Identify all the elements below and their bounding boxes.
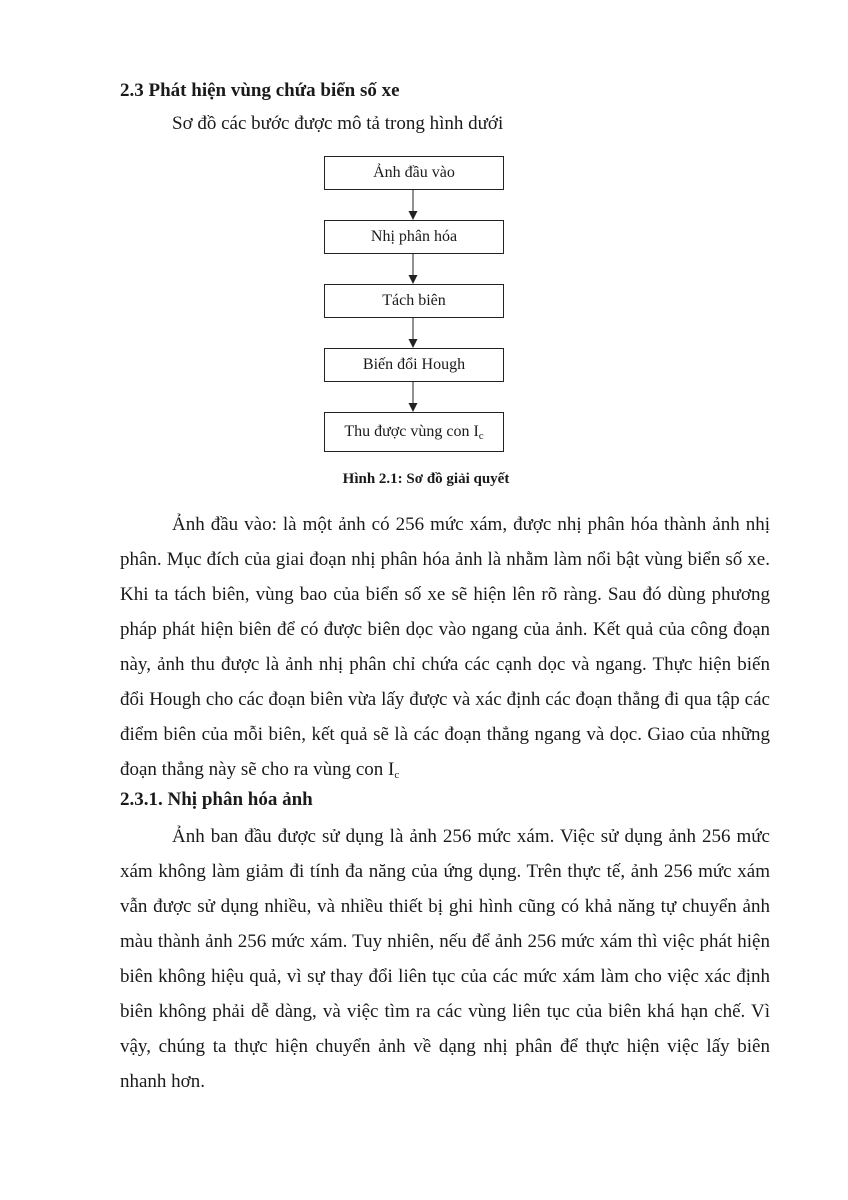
flow-step-label: Tách biên — [382, 292, 446, 309]
flow-step-label: Ảnh đầu vào — [373, 164, 455, 181]
flow-arrow — [406, 382, 420, 412]
flow-step-label: Biến đổi Hough — [362, 356, 466, 373]
flow-step-input-image — [324, 156, 504, 190]
section-intro: Sơ đồ các bước được mô tả trong hình dưới — [172, 113, 504, 134]
flow-step-label: Nhị phân hóa — [370, 228, 458, 245]
flow-step-edge-detection — [324, 284, 504, 318]
section-heading: 2.3 Phát hiện vùng chứa biển số xe — [120, 80, 400, 101]
flow-step-subregion — [324, 412, 504, 452]
subsection-heading: 2.3.1. Nhị phân hóa ảnh — [120, 789, 313, 810]
flow-step-hough-transform — [324, 348, 504, 382]
body-paragraph — [120, 507, 770, 787]
paragraph-text: Ảnh đầu vào: là một ảnh có 256 mức xám, được nhị phân hóa thành ảnh nhị phân. Mục đích của giai đoạn nhị phân hóa ảnh là nhằm làm nổi bật vùng biển số xe. Khi ta tách biên, vùng bao của biển số xe sẽ hiện lên rõ ràng. Sau đó dùng phương pháp phát hiện biên để có được biên dọc vào ngang của ảnh. Kết quả của công đoạn này, ảnh thu được là ảnh nhị phân chỉ chứa các cạnh dọc và ngang. Thực hiện biến đổi Hough cho các đoạn biên vừa lấy được và xác định các đoạn thẳng đi qua tập các điểm biên của mỗi biên, kết quả sẽ là các đoạn thẳng ngang và dọc. Giao của những đoạn thẳng này sẽ cho ra vùng con I — [120, 514, 770, 780]
figure-caption: Hình 2.1: Sơ đồ giải quyết — [342, 471, 510, 487]
flow-step-binarization — [324, 220, 504, 254]
subsection-paragraph: Ảnh ban đầu được sử dụng là ảnh 256 mức xám. Việc sử dụng ảnh 256 mức xám không làm giảm đi tính đa năng của ứng dụng. Trên thực tế, ảnh 256 mức xám vẫn được sử dụng nhiều, và nhiều thiết bị ghi hình cũng có khả năng tự chuyển ảnh màu thành ảnh 256 mức xám. Tuy nhiên, nếu để ảnh 256 mức xám thì việc phát hiện biên không hiệu quả, vì sự thay đổi liên tục của các mức xám làm cho việc xác định biên không phải dễ dàng, và việc tìm ra các vùng liên tục của biên khá hạn chế. Vì vậy, chúng ta thực hiện chuyển ảnh về dạng nhị phân để thực hiện việc lấy biên nhanh hơn. — [120, 826, 770, 1092]
flow-arrow — [406, 190, 420, 220]
flow-arrow — [406, 318, 420, 348]
flow-arrow — [406, 254, 420, 284]
flow-step-label — [344, 423, 483, 441]
flow-step-subscript: c — [478, 430, 484, 442]
paragraph-subscript: c — [394, 769, 400, 781]
flow-step-text: Thu được vùng con I — [344, 423, 479, 440]
